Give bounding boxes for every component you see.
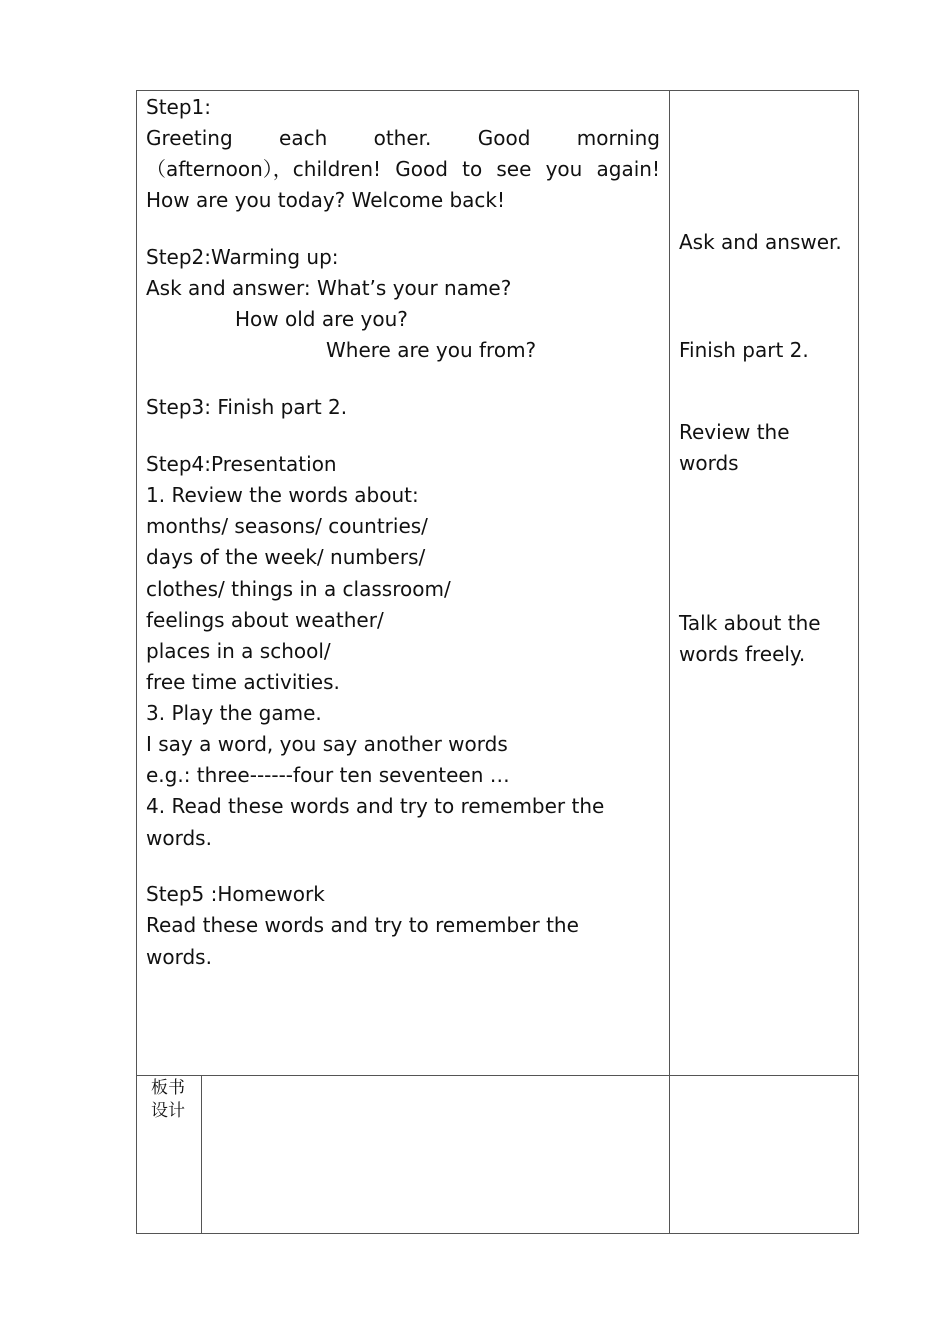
blackboard-label: 设计 [151, 1101, 185, 1121]
word: morning [576, 126, 660, 150]
step4-item: e.g.: three------four ten seventeen … [146, 763, 510, 787]
row-divider [136, 1075, 859, 1076]
column-divider [669, 90, 670, 1234]
step1-line1 [146, 123, 660, 154]
word: again! [596, 157, 660, 181]
step4-item: days of the week/ numbers/ [146, 545, 426, 569]
step4-item: places in a school/ [146, 639, 331, 663]
step2-question: Where are you from? [326, 338, 537, 362]
word: Good [477, 126, 531, 150]
activity-ask-answer: Ask and answer. [679, 230, 842, 254]
word: each [279, 126, 328, 150]
step2-title: Step2:Warming up: [146, 245, 339, 269]
step4-item: months/ seasons/ countries/ [146, 514, 428, 538]
step5-title: Step5 :Homework [146, 882, 325, 906]
activity-talk: Talk about the [679, 611, 821, 635]
word: Greeting [146, 126, 233, 150]
step4-item: 4. Read these words and try to remember the [146, 794, 605, 818]
step4-item: 1. Review the words about: [146, 483, 419, 507]
step2-question: How old are you? [235, 307, 408, 331]
step4-title: Step4:Presentation [146, 452, 337, 476]
word: see [496, 157, 532, 181]
word: other. [373, 126, 432, 150]
activity-talk: words freely. [679, 642, 806, 666]
step1-line2 [146, 154, 660, 185]
step1-line3: How are you today? Welcome back! [146, 188, 506, 212]
step3-title: Step3: Finish part 2. [146, 395, 348, 419]
step4-item: words. [146, 826, 212, 850]
step4-item: feelings about weather/ [146, 608, 384, 632]
step1-title: Step1: [146, 95, 211, 119]
word: you [545, 157, 583, 181]
step2-question: Ask and answer: What’s your name? [146, 276, 512, 300]
activity-review: words [679, 451, 739, 475]
step4-item: I say a word, you say another words [146, 732, 508, 756]
word: （afternoon），children! [146, 157, 382, 181]
step5-line: words. [146, 945, 212, 969]
blackboard-label: 板书 [151, 1078, 185, 1098]
activity-review: Review the [679, 420, 790, 444]
activity-finish-part: Finish part 2. [679, 338, 809, 362]
step4-item: clothes/ things in a classroom/ [146, 577, 451, 601]
word: Good [395, 157, 448, 181]
word: to [462, 157, 483, 181]
step5-line: Read these words and try to remember the [146, 913, 579, 937]
blackboard-label-divider [201, 1075, 202, 1234]
step4-item: 3. Play the game. [146, 701, 322, 725]
step4-item: free time activities. [146, 670, 340, 694]
